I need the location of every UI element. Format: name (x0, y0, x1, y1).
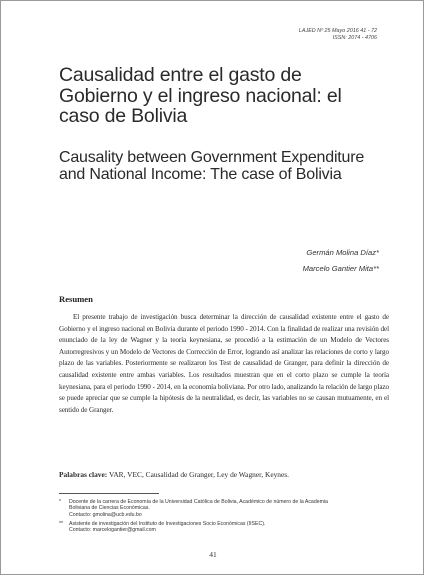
footnote-text (69, 521, 381, 534)
keywords-label: Palabras clave: (59, 470, 108, 479)
footnote-contact: Contacto: marcelogantier@gmail.com (69, 527, 156, 534)
abstract-body: El presente trabajo de investigación busca determinar la dirección de causalidad existente entre el gasto de Gobierno y el ingreso nacional en Bolivia durante el periodo 1990 - 2014. Con la finalidad de realizar una revisión del enunciado de la ley de Wagner y la teoría keynesiana, se procedió a la estimación de un Modelo de Vectores Autorregresivos y un Modelo de Vectores de Corrección de Error, logrando así analizar las relaciones de corto y largo plazo de las variables. Posteriormente se realizaron los Test de causalidad de Granger, para definir la dirección de causalidad existente entre ambas variables. Los resultados muestran que en el corto plazo se cumple la teoría keynesiana, para el periodo 1990 - 2014, en la economía boliviana. Por otro lado, analizando la relación de largo plazo se puede apreciar que se cumple la hipótesis de la neutralidad, es decir, las variables no se causan mutuamente, en el sentido de Granger. (59, 313, 389, 414)
footnote-text (69, 499, 381, 518)
footnote-line: Asistente de investigación del Instituto de Investigaciones Socio Económicas (IISEC). (69, 521, 266, 527)
footnote-line: Boliviana de Ciencias Económicas. (69, 505, 150, 512)
title-spanish: Causalidad entre el gasto de Gobierno y el ingreso nacional: el caso de Bolivia (59, 64, 342, 127)
title-english: Causality between Government Expenditure and National Income: The case of Bolivia (59, 149, 365, 183)
author-name: Germán Molina Díaz* (306, 248, 379, 257)
footnote-contact: Contacto: gmolina@ucb.edu.bo (69, 511, 142, 518)
author-name: Marcelo Gantier Mita** (302, 264, 379, 273)
journal-header (299, 28, 377, 41)
author-list (303, 245, 379, 277)
journal-issn: ISSN: 2074 - 4706 (332, 34, 377, 41)
page-number: 41 (209, 550, 217, 559)
footnote-line: Docente de la carrera de Economía de la Universidad Católica de Bolivia, Académico de número de la Academia (69, 499, 328, 505)
footnote-mark: ** (59, 521, 64, 527)
journal-citation: LAJED Nº 25 Mayo 2016 41 - 72 (298, 28, 377, 34)
keywords-text: VAR, VEC, Causalidad de Granger, Ley de Wagner, Keynes. (108, 470, 289, 479)
footnote-mark: * (59, 499, 62, 505)
abstract-heading: Resumen (59, 294, 93, 304)
keywords (59, 470, 389, 479)
footnote-divider (59, 493, 159, 494)
